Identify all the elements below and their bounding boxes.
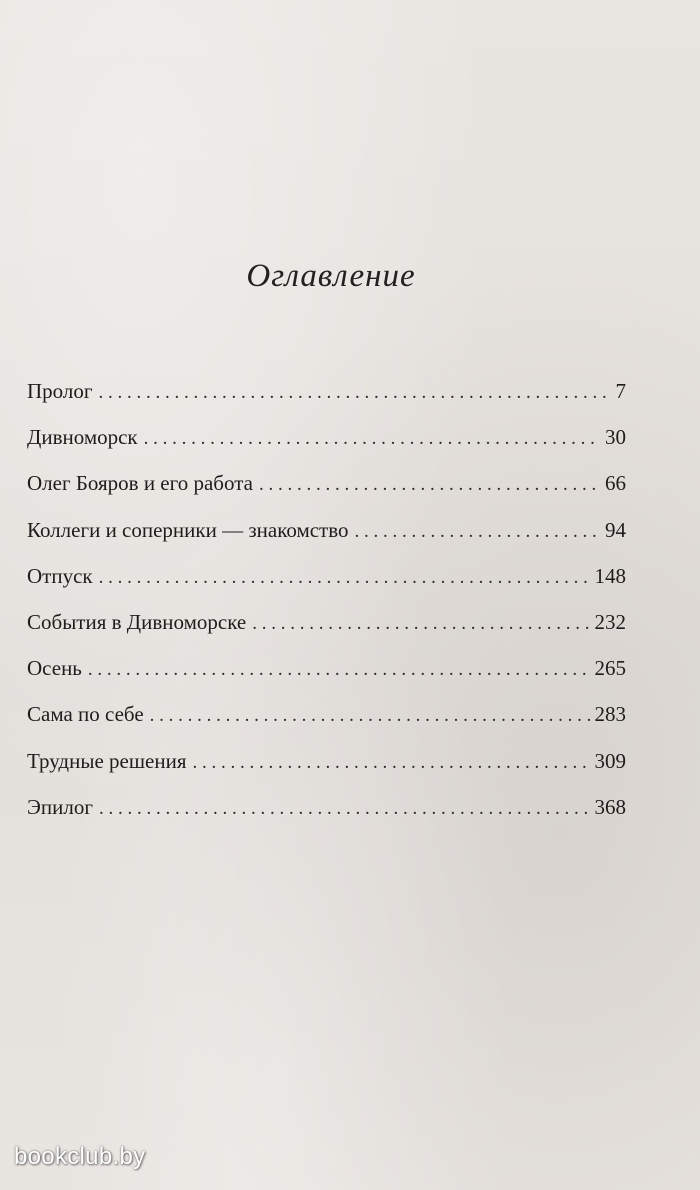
toc-entry-label: Пролог — [27, 379, 93, 403]
toc-dot-leader — [259, 462, 601, 508]
toc-dot-leader — [99, 555, 591, 601]
toc-entry-page: 368 — [594, 794, 626, 819]
toc-entry-label: Коллеги и соперники — знакомство — [27, 517, 349, 542]
toc-entry-label: Дивноморск — [27, 425, 138, 450]
toc-entry-page: 30 — [605, 425, 626, 450]
toc-entry — [27, 691, 626, 737]
toc-entry-page: 309 — [594, 748, 626, 773]
toc-dot-leader — [88, 647, 591, 693]
toc-dot-leader — [355, 509, 601, 555]
toc-entry-page: 283 — [594, 702, 626, 727]
toc-entry-label: Эпилог — [27, 794, 93, 819]
toc-entry — [27, 599, 626, 645]
toc-dot-leader — [98, 370, 611, 416]
toc-title: Оглавление — [246, 258, 416, 294]
toc-entry-page: 7 — [615, 379, 626, 403]
toc-entry — [27, 460, 626, 506]
toc-dot-leader — [192, 740, 590, 786]
toc-entry-page: 265 — [594, 656, 626, 681]
toc-entry-label: Олег Бояров и его работа — [27, 471, 253, 496]
toc-entry-label: Отпуск — [27, 563, 93, 588]
site-watermark: bookclub.by — [14, 1143, 146, 1170]
toc-entry-label: Сама по себе — [27, 702, 144, 727]
toc-dot-leader — [144, 416, 601, 462]
toc-entry-label: События в Дивноморске — [27, 609, 247, 634]
toc-entry-page: 66 — [605, 471, 626, 496]
toc-entry — [27, 507, 626, 553]
toc-entry — [27, 645, 626, 691]
toc-entry — [27, 368, 626, 414]
toc-entry — [27, 784, 626, 830]
toc-entry-page: 94 — [605, 517, 626, 542]
toc-dot-leader — [99, 786, 591, 832]
toc-dot-leader — [150, 693, 591, 739]
toc-dot-leader — [252, 601, 590, 647]
toc-entry-page: 232 — [594, 609, 626, 634]
toc-list — [27, 368, 626, 830]
toc-entry-page: 148 — [594, 563, 626, 588]
toc-entry — [27, 553, 626, 599]
toc-entry-label: Трудные решения — [27, 748, 187, 773]
toc-entry — [27, 414, 626, 460]
toc-entry-label: Осень — [27, 656, 82, 681]
toc-entry — [27, 738, 626, 784]
